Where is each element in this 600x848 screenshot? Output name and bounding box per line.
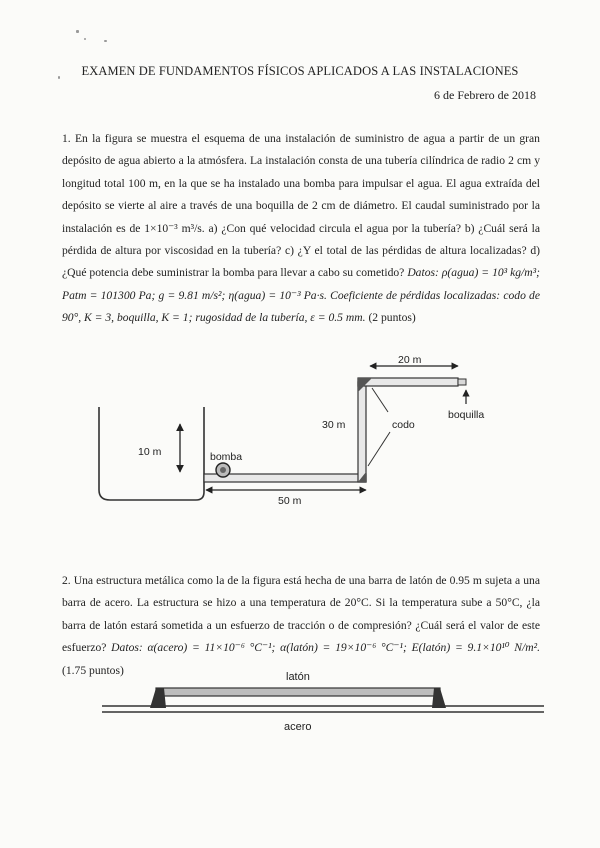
label-10m: 10 m bbox=[138, 446, 162, 458]
label-acero: acero bbox=[284, 721, 312, 733]
label-bomba: bomba bbox=[210, 451, 243, 463]
label-laton: latón bbox=[286, 671, 310, 683]
brass-support-left bbox=[150, 688, 166, 708]
nozzle bbox=[458, 379, 466, 385]
exam-title: EXAMEN DE FUNDAMENTOS FÍSICOS APLICADOS A LAS INSTALACIONES bbox=[81, 64, 519, 78]
brass-support-right bbox=[432, 688, 446, 708]
label-30m: 30 m bbox=[322, 419, 346, 431]
pipe-vertical bbox=[358, 382, 366, 482]
problem-1-statement bbox=[62, 128, 540, 330]
scan-speck bbox=[76, 30, 79, 33]
problem-2-statement bbox=[62, 570, 540, 682]
label-50m: 50 m bbox=[278, 495, 302, 507]
problem-2-points: (1.75 puntos) bbox=[62, 663, 124, 677]
label-boquilla: boquilla bbox=[448, 409, 485, 421]
problem-1-text: En la figura se muestra el esquema de una instalación de suministro de agua a partir de un gran depósito de agua abierto a la atmósfera. La instalación consta de una tubería cilíndrica de radio 2 cm y longitud total 100 m, en la que se ha instalado una bomba para impulsar el agua. El agua extraída del depósito se vierte al aire a través de una boquilla de 2 cm de diámetro. El caudal suministrado por la instalación es de 1×10⁻³ m³/s. a) ¿Con qué velocidad circula el agua por la tubería? b) ¿Cuál será la pérdida de altura por viscosidad en la tubería? c) ¿Y el total de las pérdidas de altura localizadas? d) ¿Qué potencia debe suministrar la bomba para llevar a cabo su cometido? bbox=[62, 132, 540, 280]
problem-2-data: Datos: α(acero) = 11×10⁻⁶ °C⁻¹; α(latón) = 19×10⁻⁶ °C⁻¹; E(latón) = 9.1×10¹⁰ N/m². bbox=[111, 641, 540, 655]
label-20m: 20 m bbox=[398, 354, 422, 366]
scan-speck bbox=[104, 40, 107, 42]
pipe-upper bbox=[358, 378, 458, 386]
exam-date: 6 de Febrero de 2018 bbox=[434, 88, 536, 102]
brass-bar bbox=[156, 688, 440, 696]
installation-diagram bbox=[96, 352, 506, 512]
problem-2-number: 2. bbox=[62, 574, 71, 587]
problem-1-points: (2 puntos) bbox=[368, 311, 416, 325]
bars-diagram bbox=[98, 668, 548, 738]
problem-2-text: Una estructura metálica como la de la figura está hecha de una barra de latón de 0.95 m sujeta a una barra de acero. La estructura se hizo a una temperatura de 20°C. Si la temperatura sube a 50°C, ¿la barra de latón estará sometida a un esfuerzo de tracción o de compresión? ¿Cuál será el valor de este esfuerzo? bbox=[62, 574, 540, 655]
scan-speck bbox=[84, 38, 86, 40]
problem-1-number: 1. bbox=[62, 132, 71, 145]
problem-1-data: Datos: ρ(agua) = 10³ kg/m³; Patm = 101300 Pa; g = 9.81 m/s²; η(agua) = 10⁻³ Pa·s. Coeficiente de pérdidas localizadas: codo de 90°, K = 3, boquilla, K = 1; rugosidad de la tubería, ε = 0.5 mm. bbox=[62, 266, 540, 325]
label-codo: codo bbox=[392, 419, 415, 431]
